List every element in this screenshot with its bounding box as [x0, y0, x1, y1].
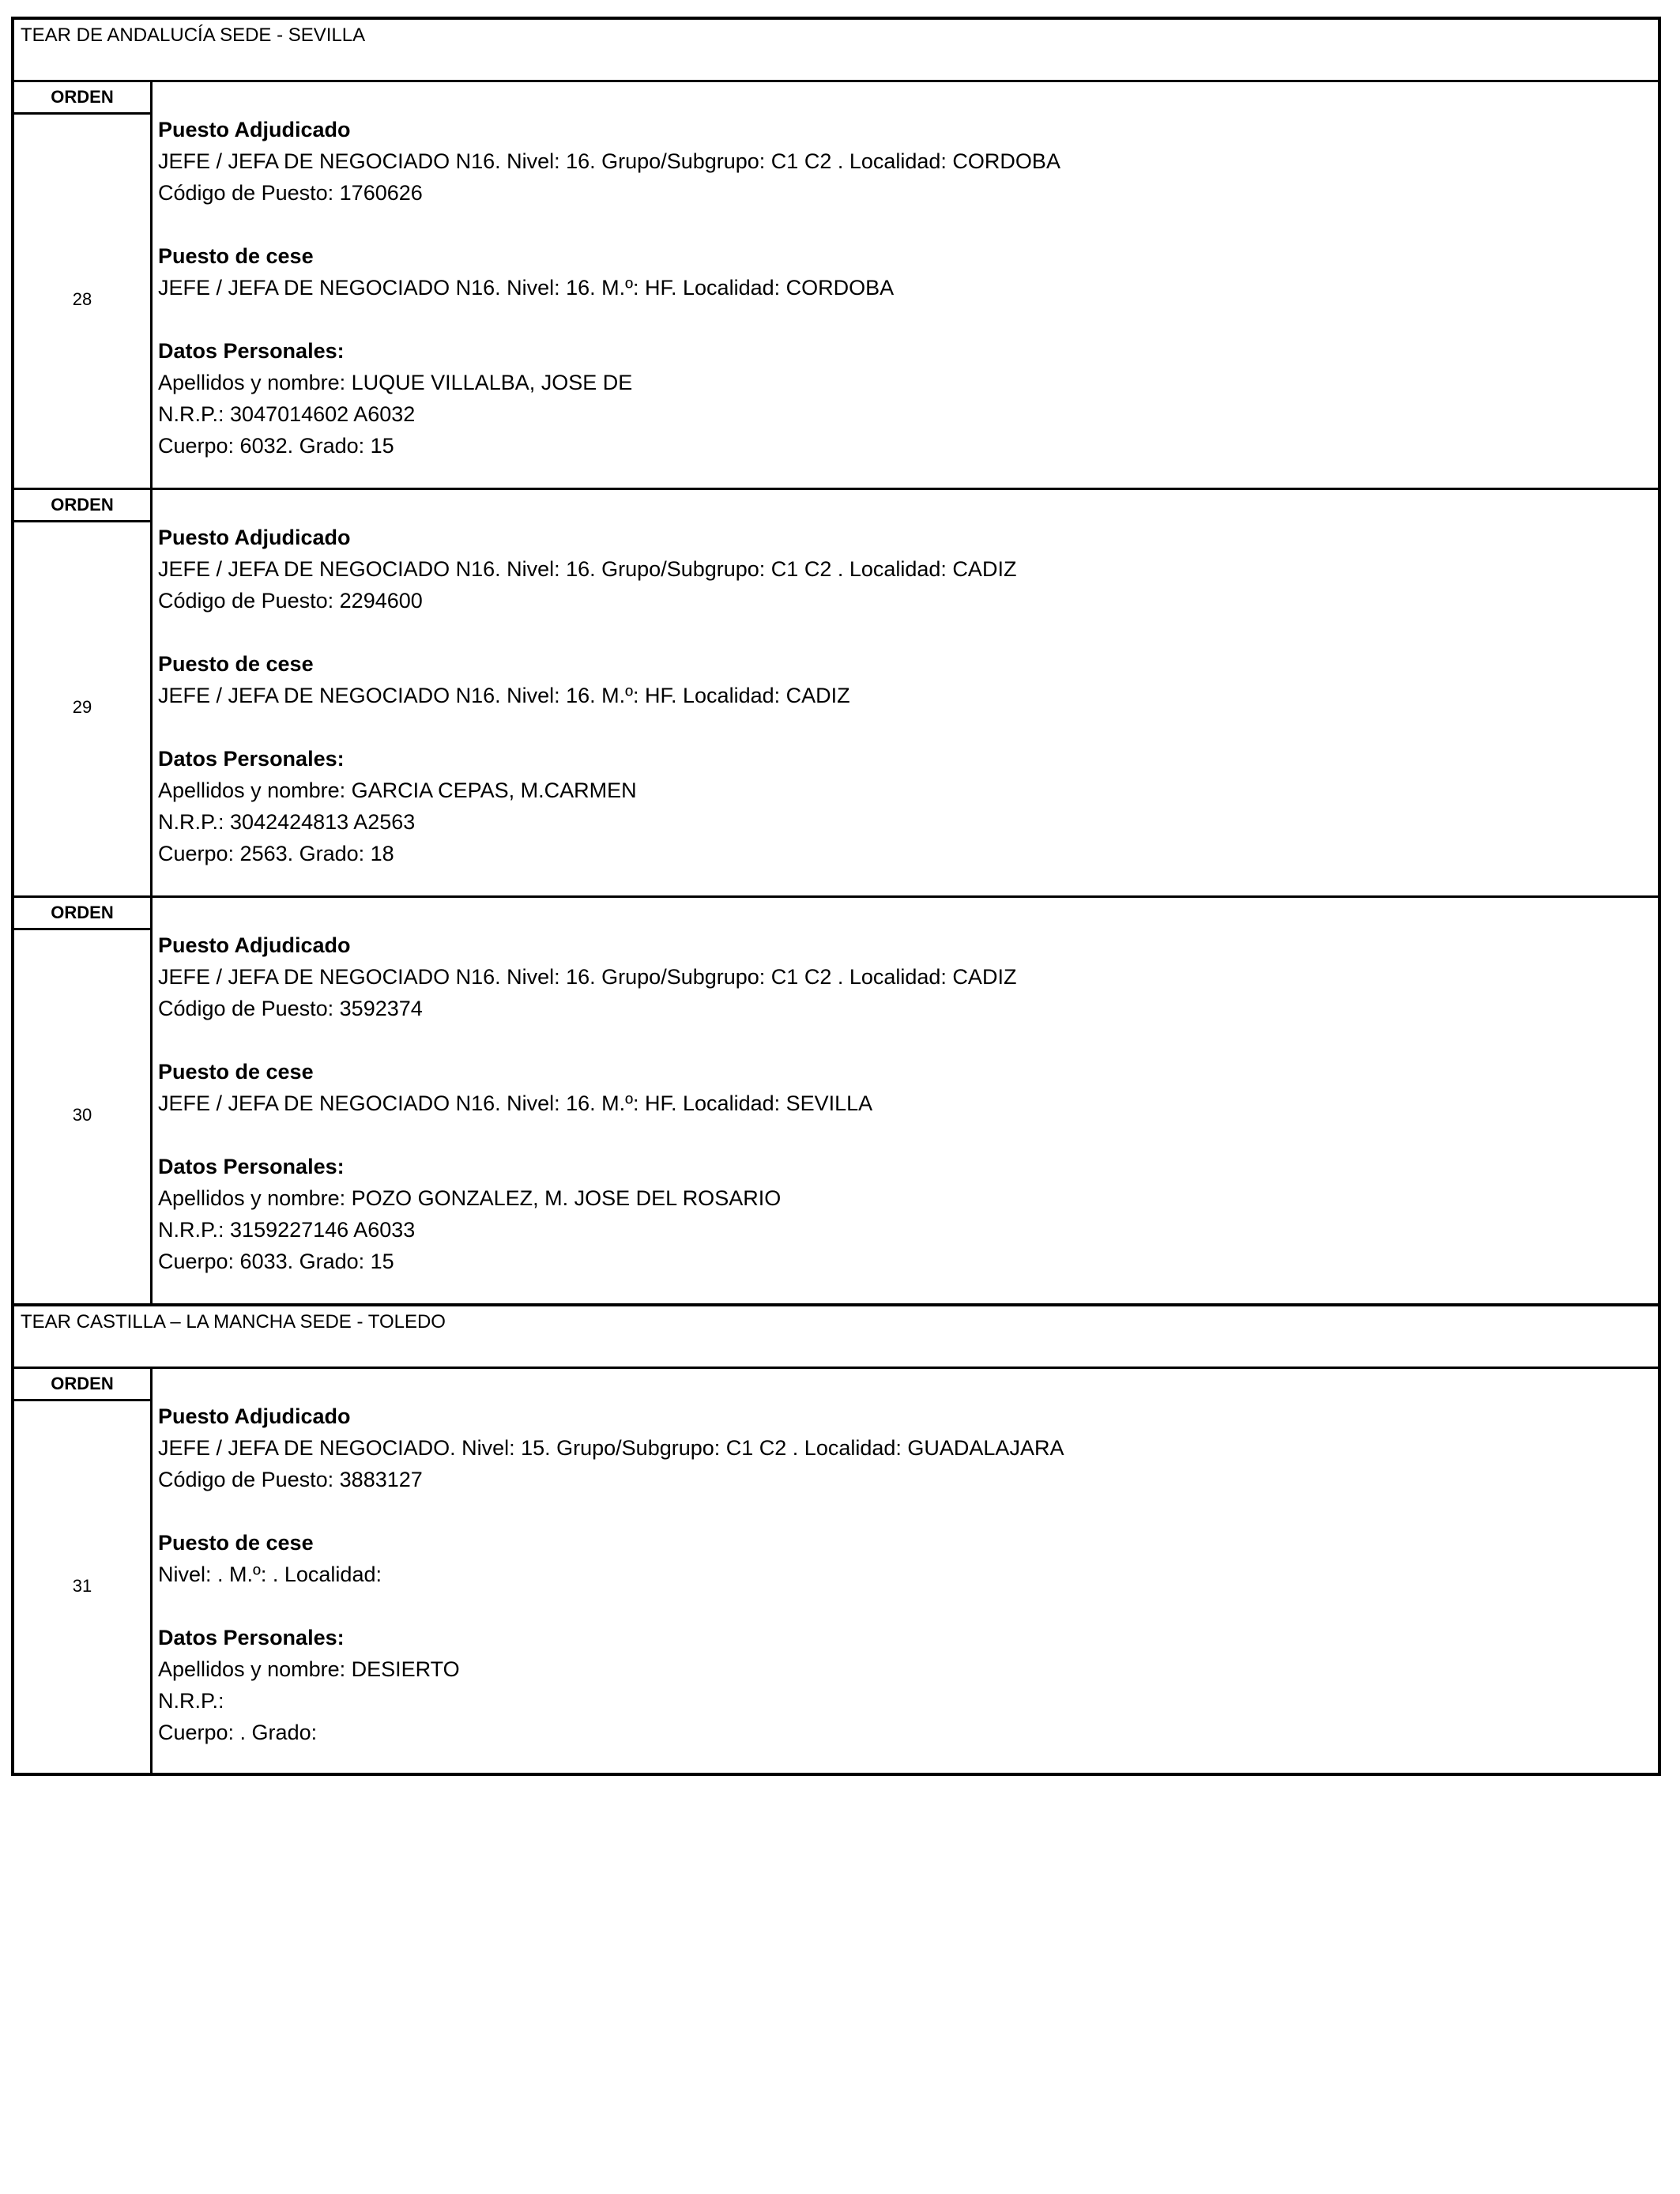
adjudicado-desc: JEFE / JEFA DE NEGOCIADO N16. Nivel: 16. Grupo/Subgrupo: C1 C2 . Localidad: CORDOBA [158, 149, 1060, 173]
entry-details [158, 929, 1016, 1277]
nrp: N.R.P.: 3047014602 A6032 [158, 402, 416, 426]
orden-column [14, 1369, 153, 1774]
section-title: TEAR DE ANDALUCÍA SEDE - SEVILLA [21, 25, 366, 46]
orden-column [14, 898, 153, 1303]
cese-desc: JEFE / JEFA DE NEGOCIADO N16. Nivel: 16. M.º: HF. Localidad: CORDOBA [158, 276, 895, 300]
table-bottom-border [11, 1773, 1661, 1776]
apellidos-nombre: Apellidos y nombre: LUQUE VILLALBA, JOSE DE [158, 371, 633, 394]
cese-desc: Nivel: . M.º: . Localidad: [158, 1563, 382, 1586]
cese-desc: JEFE / JEFA DE NEGOCIADO N16. Nivel: 16. M.º: HF. Localidad: CADIZ [158, 684, 850, 707]
apellidos-nombre: Apellidos y nombre: GARCIA CEPAS, M.CARMEN [158, 778, 637, 802]
entry-row-30 [11, 895, 1661, 1303]
orden-label: ORDEN [14, 490, 150, 522]
codigo-puesto: Código de Puesto: 3883127 [158, 1468, 423, 1491]
adjudicado-desc: JEFE / JEFA DE NEGOCIADO N16. Nivel: 16. Grupo/Subgrupo: C1 C2 . Localidad: CADIZ [158, 557, 1017, 581]
orden-label: ORDEN [14, 898, 150, 930]
datos-heading: Datos Personales: [158, 1626, 345, 1649]
orden-label: ORDEN [14, 1369, 150, 1401]
cese-heading: Puesto de cese [158, 1531, 314, 1555]
entry-row-29 [11, 488, 1661, 895]
entry-details [158, 1400, 1064, 1748]
orden-number: 28 [72, 289, 92, 309]
cuerpo-grado: Cuerpo: 6032. Grado: 15 [158, 434, 394, 458]
entry-row-31 [11, 1367, 1661, 1774]
nrp: N.R.P.: [158, 1689, 224, 1713]
adjudicado-heading: Puesto Adjudicado [158, 526, 351, 549]
nrp: N.R.P.: 3042424813 A2563 [158, 810, 416, 834]
orden-column [14, 490, 153, 895]
entry-row-28 [11, 80, 1661, 488]
adjudicado-heading: Puesto Adjudicado [158, 118, 351, 141]
cese-heading: Puesto de cese [158, 652, 314, 676]
codigo-puesto: Código de Puesto: 3592374 [158, 997, 423, 1020]
datos-heading: Datos Personales: [158, 747, 345, 771]
section-title: TEAR CASTILLA – LA MANCHA SEDE - TOLEDO [21, 1311, 446, 1333]
adjudicado-heading: Puesto Adjudicado [158, 1404, 351, 1428]
apellidos-nombre: Apellidos y nombre: DESIERTO [158, 1657, 460, 1681]
adjudicado-desc: JEFE / JEFA DE NEGOCIADO. Nivel: 15. Grupo/Subgrupo: C1 C2 . Localidad: GUADALAJARA [158, 1436, 1064, 1460]
orden-number: 29 [72, 697, 92, 717]
orden-number: 31 [72, 1576, 92, 1596]
cese-desc: JEFE / JEFA DE NEGOCIADO N16. Nivel: 16. M.º: HF. Localidad: SEVILLA [158, 1091, 873, 1115]
adjudicado-desc: JEFE / JEFA DE NEGOCIADO N16. Nivel: 16. Grupo/Subgrupo: C1 C2 . Localidad: CADIZ [158, 965, 1017, 989]
orden-column [14, 82, 153, 488]
cese-heading: Puesto de cese [158, 1060, 314, 1084]
codigo-puesto: Código de Puesto: 1760626 [158, 181, 423, 205]
section-header-castilla [11, 1303, 1661, 1367]
entry-details [158, 522, 1016, 869]
apellidos-nombre: Apellidos y nombre: POZO GONZALEZ, M. JOSE DEL ROSARIO [158, 1186, 782, 1210]
cuerpo-grado: Cuerpo: 2563. Grado: 18 [158, 842, 394, 865]
section-header-andalucia [11, 17, 1661, 80]
datos-heading: Datos Personales: [158, 1155, 345, 1178]
datos-heading: Datos Personales: [158, 339, 345, 363]
codigo-puesto: Código de Puesto: 2294600 [158, 589, 423, 613]
nrp: N.R.P.: 3159227146 A6033 [158, 1218, 416, 1242]
cuerpo-grado: Cuerpo: 6033. Grado: 15 [158, 1250, 394, 1273]
entry-details [158, 114, 1060, 462]
adjudicado-heading: Puesto Adjudicado [158, 933, 351, 957]
cuerpo-grado: Cuerpo: . Grado: [158, 1721, 318, 1744]
orden-number: 30 [72, 1105, 92, 1125]
cese-heading: Puesto de cese [158, 244, 314, 268]
orden-label: ORDEN [14, 82, 150, 115]
